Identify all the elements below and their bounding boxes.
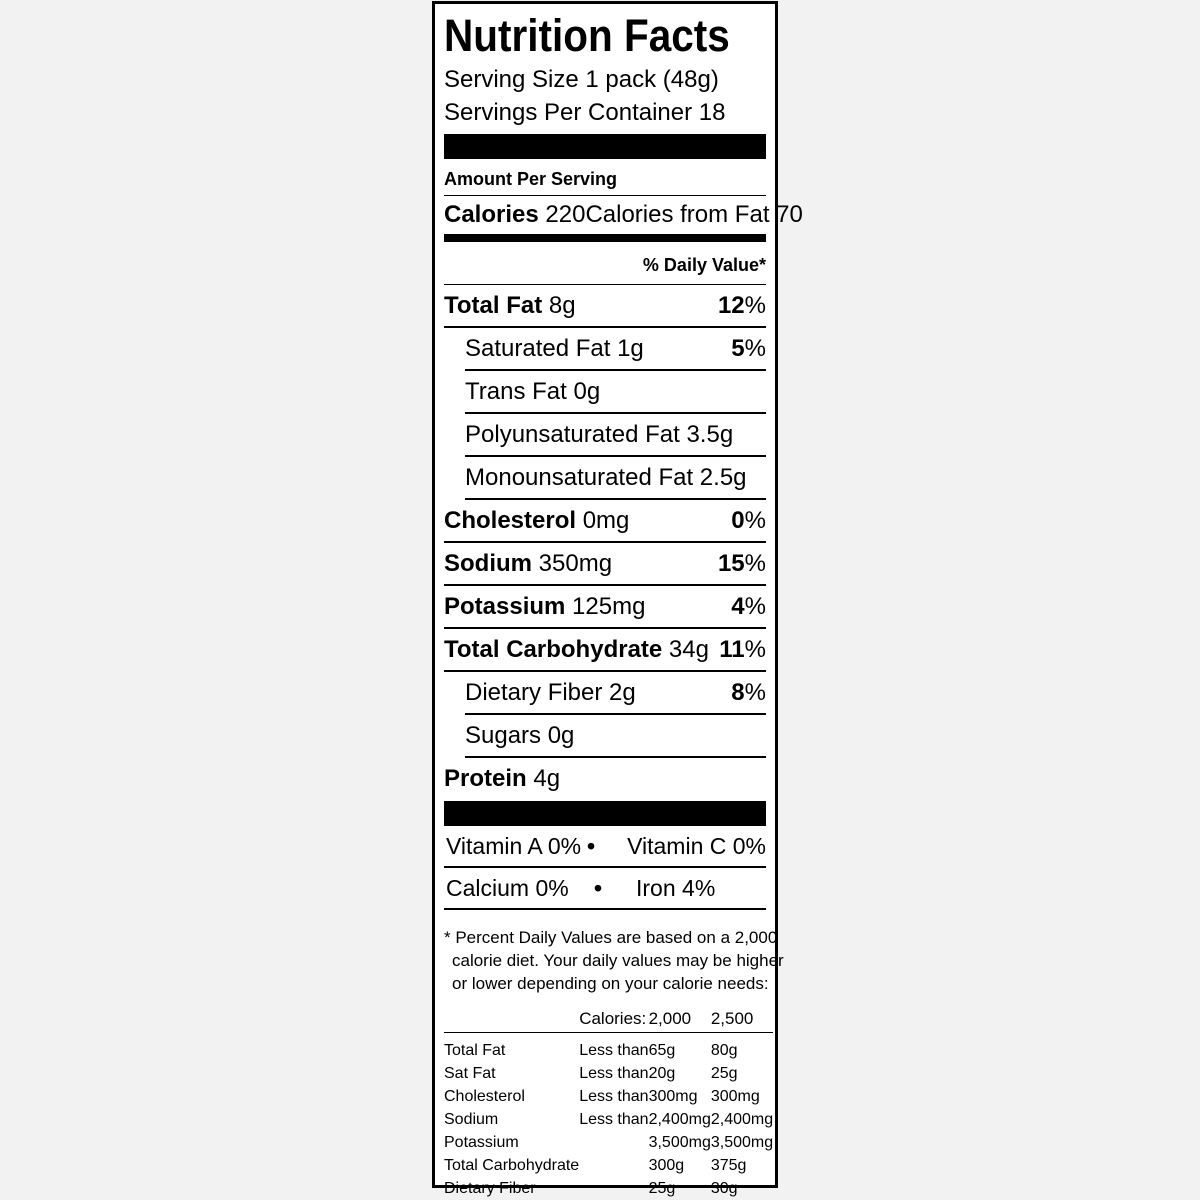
calories-from-fat: Calories from Fat 70	[585, 201, 803, 228]
nutrient-name: Total Fat	[444, 291, 543, 319]
nutrient-amount: 0mg	[582, 506, 630, 534]
nutrient-row-dietary-fiber	[465, 672, 766, 715]
footnote-line: calorie diet. Your daily values may be higher	[452, 951, 784, 970]
nutrient-amount: 34g	[668, 635, 709, 663]
nutrient-row-saturated-fat	[465, 328, 766, 371]
calories-value: 220	[545, 201, 586, 228]
footnote	[444, 926, 784, 995]
nutrient-percent: 8%	[731, 678, 766, 706]
nutrient-amount: 125mg	[572, 592, 646, 620]
serving-size: Serving Size 1 pack (48g)	[444, 66, 719, 93]
nutrient-name: Sugars 0g	[465, 721, 575, 749]
medium-divider	[444, 234, 766, 242]
nutrient-row-potassium	[444, 586, 766, 629]
calcium: Calcium 0%	[446, 874, 569, 901]
iron: Iron 4%	[636, 874, 716, 901]
nutrient-percent: 4%	[731, 592, 766, 620]
nutrient-name: Trans Fat 0g	[465, 377, 601, 405]
table-row: Total Fat Less than 65g 80g	[444, 1042, 738, 1059]
table-row: Sat Fat Less than 20g 25g	[444, 1065, 738, 1082]
nutrient-name: Polyunsaturated Fat 3.5g	[465, 420, 734, 448]
nutrient-row-total-fat	[444, 285, 766, 328]
calories-row	[444, 196, 803, 234]
nutrition-facts-label	[432, 1, 803, 1197]
servings-per-container: Servings Per Container 18	[444, 99, 726, 126]
table-row: Cholesterol Less than 300mg 300mg	[444, 1088, 760, 1105]
nutrient-name: Saturated Fat 1g	[465, 334, 644, 362]
nutrient-name: Monounsaturated Fat 2.5g	[465, 463, 747, 491]
daily-value-header: % Daily Value*	[444, 242, 766, 285]
nutrient-row-cholesterol	[444, 500, 766, 543]
table-row: Potassium 3,500mg 3,500mg	[444, 1134, 774, 1151]
nutrient-name: Protein	[444, 764, 527, 792]
bullet-separator: •	[594, 874, 603, 901]
vitamin-a: Vitamin A 0%	[446, 832, 582, 859]
footnote-line: or lower depending on your calorie needs:	[452, 974, 769, 993]
nutrient-row-polyunsaturated-fat	[465, 414, 766, 457]
nutrient-percent: 15%	[717, 549, 766, 577]
nutrient-name: Total Carbohydrate	[444, 635, 663, 663]
calories-header: Calories:	[579, 1007, 648, 1033]
nutrient-amount: 4g	[533, 764, 561, 792]
calories-label: Calories	[444, 201, 539, 228]
table-row: Sodium Less than 2,400mg 2,400mg	[444, 1111, 774, 1128]
nutrient-name: Cholesterol	[444, 506, 577, 534]
thick-divider	[444, 134, 766, 159]
column-2000: 2,000	[649, 1007, 711, 1033]
nutrient-row-sugars	[465, 715, 766, 758]
nutrient-name: Sodium	[444, 549, 532, 577]
bullet-separator: •	[587, 832, 596, 859]
amount-per-serving: Amount Per Serving	[444, 168, 766, 196]
nutrient-amount: 350mg	[538, 549, 613, 577]
daily-value-table	[444, 1007, 773, 1200]
thick-divider	[444, 801, 766, 826]
table-header-row	[444, 1007, 773, 1033]
table-row: Dietary Fiber 25g 30g	[444, 1180, 738, 1197]
nutrient-percent: 12%	[717, 291, 766, 319]
footnote-line: * Percent Daily Values are based on a 2,000	[444, 928, 778, 947]
nutrient-amount: 8g	[548, 291, 576, 319]
mineral-row	[444, 868, 766, 910]
nutrient-name: Dietary Fiber 2g	[465, 678, 636, 706]
table-row: Total Carbohydrate 300g 375g	[444, 1157, 747, 1174]
nutrient-percent: 5%	[731, 334, 766, 362]
vitamin-row	[444, 826, 766, 868]
column-2500: 2,500	[711, 1007, 773, 1033]
nutrient-percent: 11%	[719, 635, 766, 663]
nutrient-row-sodium	[444, 543, 766, 586]
nutrient-percent: 0%	[731, 506, 766, 534]
nutrient-row-trans-fat	[465, 371, 766, 414]
nutrient-row-monounsaturated-fat	[465, 457, 766, 500]
label-title: Nutrition Facts	[444, 10, 730, 61]
nutrient-row-total-carbohydrate	[444, 629, 766, 672]
calories-amount	[444, 196, 585, 234]
nutrient-row-protein	[444, 758, 766, 799]
vitamin-c: Vitamin C 0%	[627, 832, 766, 859]
nutrient-name: Potassium	[444, 592, 566, 620]
